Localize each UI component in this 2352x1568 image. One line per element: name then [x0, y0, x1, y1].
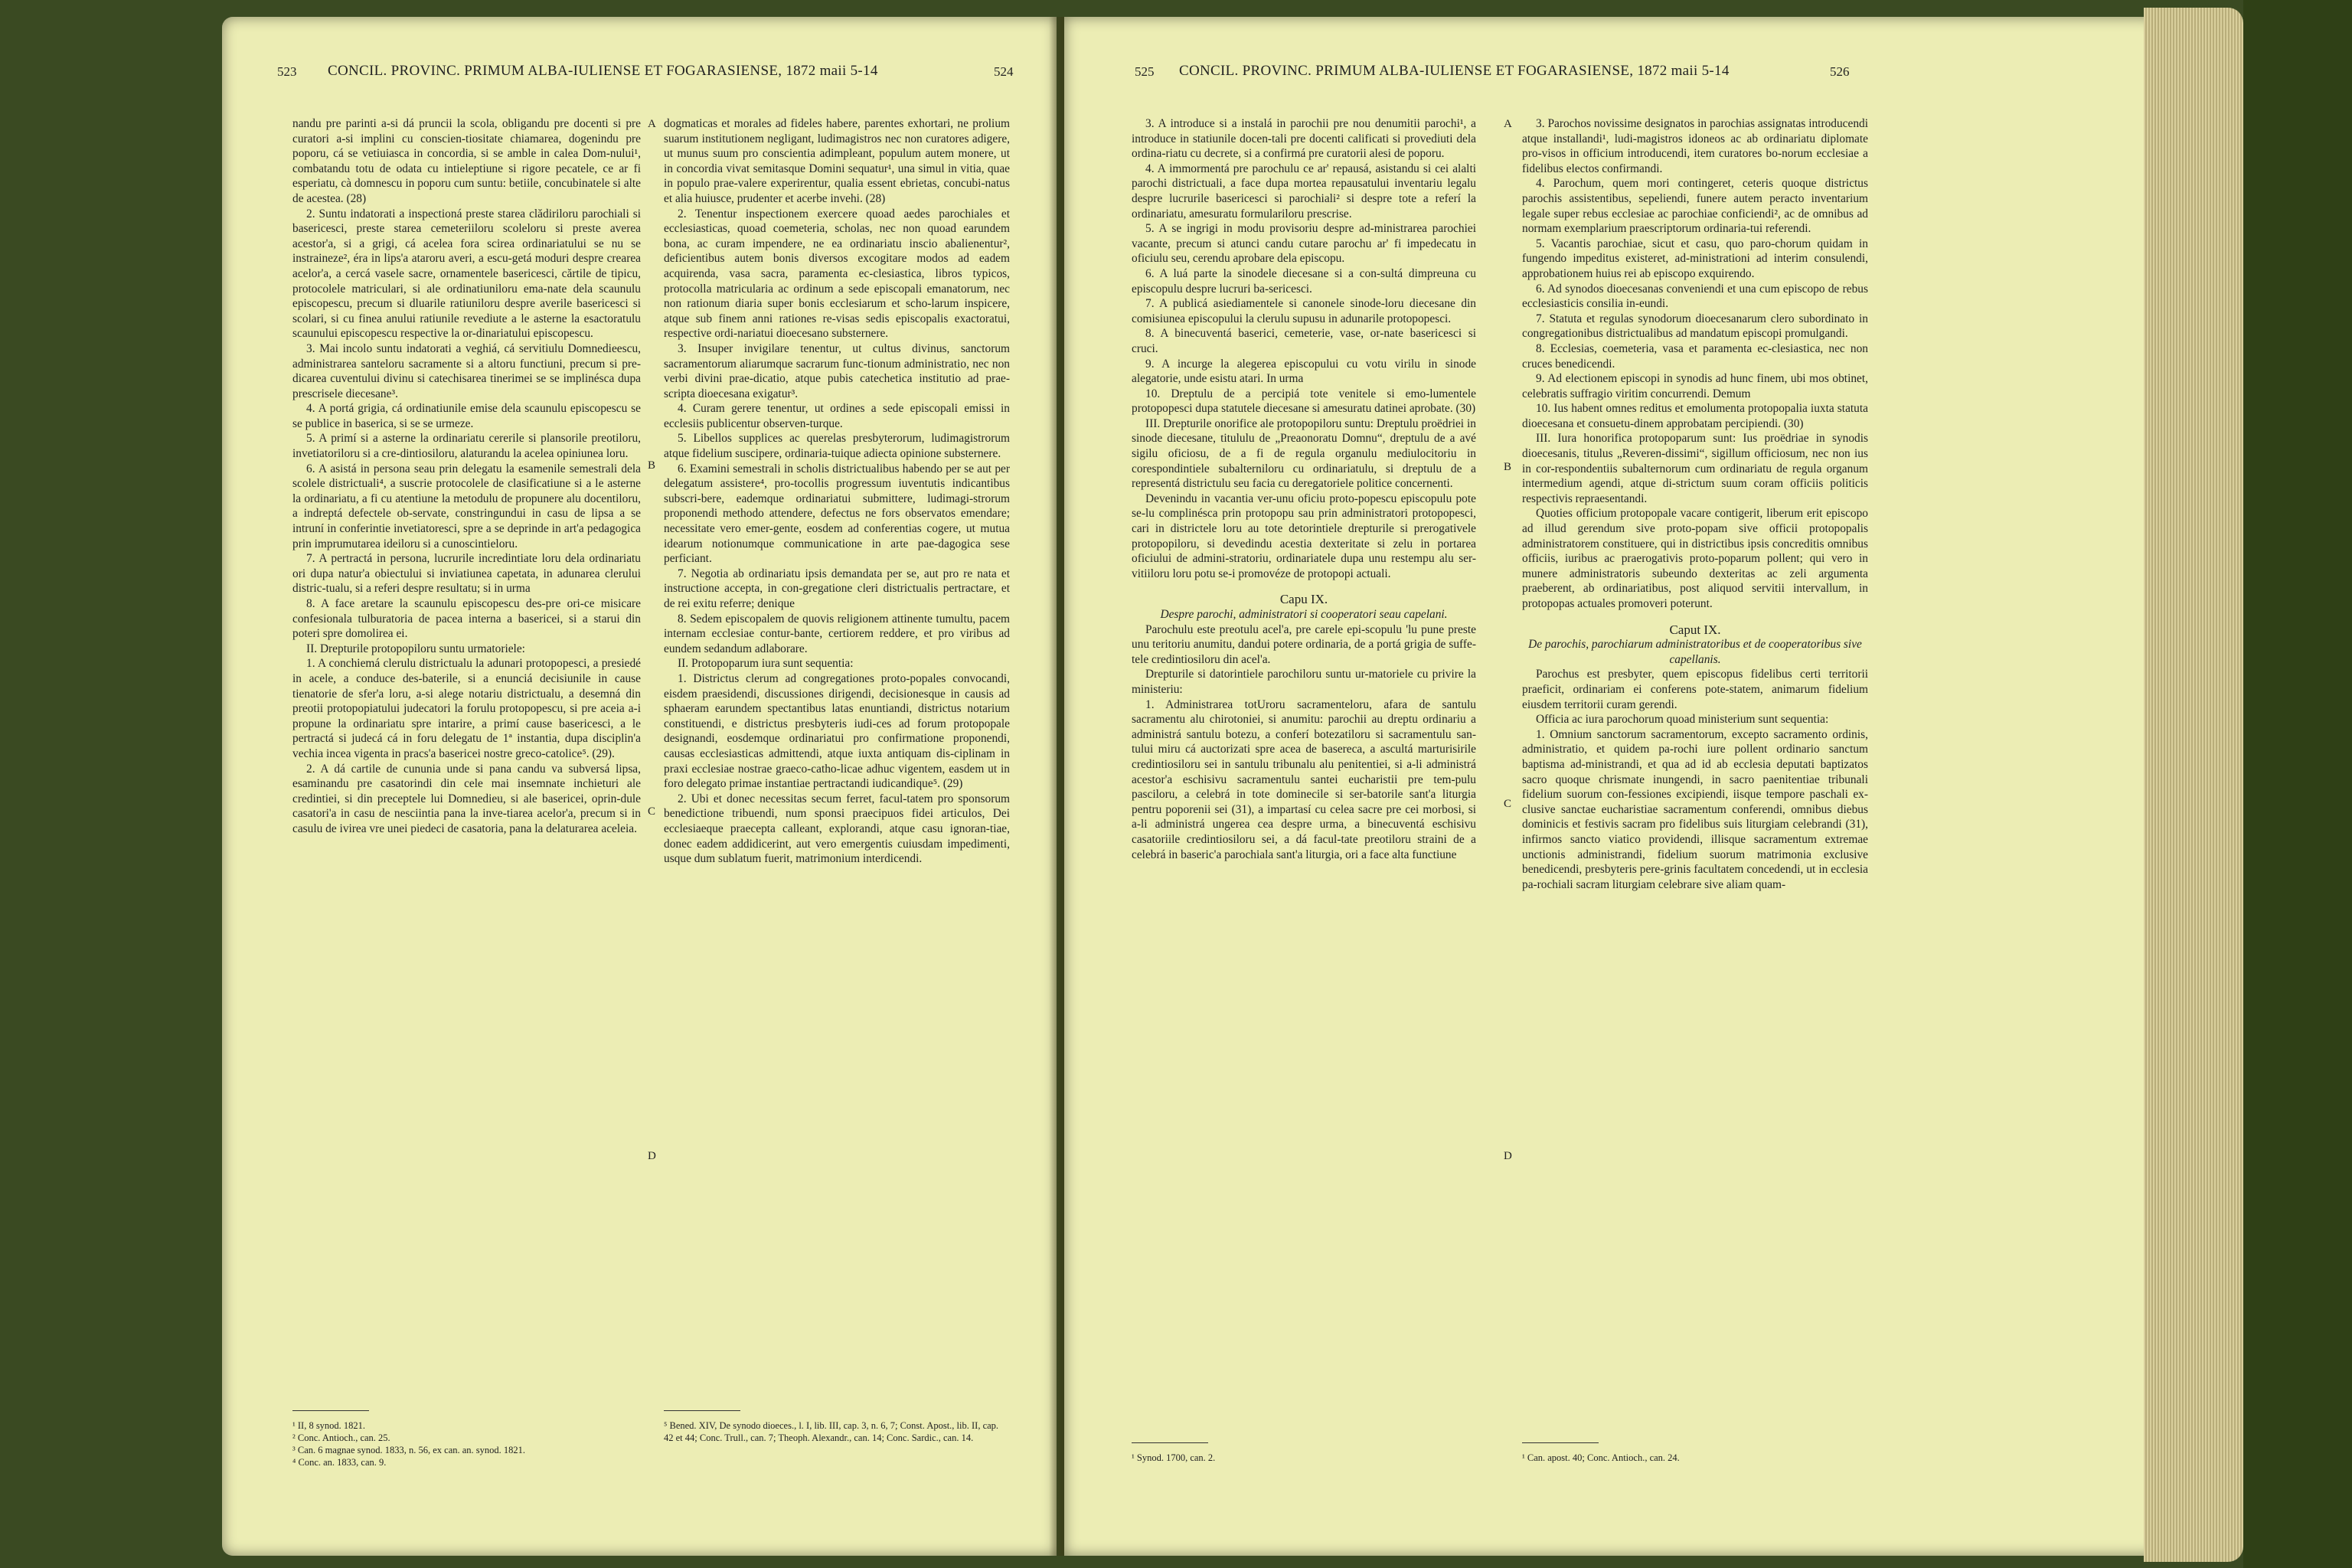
- paragraph: 4. Parochum, quem mori contingeret, ceteris quoque districtus parochis assistentibus, sepeliendi, funere autem peracto inventarium legale super rebus ecclesiae ac parochiae conficiendi², ac de omnibus ad normam exemplarium praescriptorum ordinaria-tui referendi.: [1522, 177, 1868, 236]
- footnotes: [1132, 1452, 1476, 1464]
- paragraph: 1. Districtus clerum ad congregationes proto-popales convocandi, eisdem praesidendi, discussiones dirigendi, decisionesque in causis ad sphaeram earundem spectantibus latas enuntiandi, districtus notarium constituendi, e districtus presbyteris iudi-ces ad forum protopopale designandi, eosdemque ordinariatui pro confirmatione proponendi, causas ecclesiasticas admittendi, atque iuxta antiquam dis-ciplinam in praxi ecclesiae nostrae graeco-catho-licae adhuc vigentem, easdem ut in foro delegato primae instantiae pertractandi iudicandique⁵. (29): [664, 671, 1010, 791]
- footnote: ¹ II, 8 synod. 1821.: [292, 1420, 366, 1431]
- romanian-column: [292, 116, 641, 837]
- paragraph: 8. A face aretare la scaunulu episcopescu des-pre ori-ce misicare confesionala tulburatoria de pacea interna a basericei, si a starui din poteri spre domolirea ei.: [292, 597, 641, 641]
- section-marker: C: [648, 805, 656, 818]
- paragraph: 7. A pertractá in persona, lucrurile incredintiate loru dela ordinariatu ori dupa natur'a obiectului si inviatiunea capetata, in adunarea clerului distric-tualu, si a referi despre resultatu; si in urma: [292, 552, 641, 596]
- page-number: 524: [994, 64, 1014, 79]
- paragraph: 5. A primí si a asterne la ordinariatu cererile si plansorile preotiloru, invetiatoriloru si a cre-dintiosiloru, alaturandu la acelea opiniunea loru.: [292, 432, 641, 461]
- section-marker: B: [648, 459, 656, 472]
- paragraph: 3. A introduce si a instalá in parochii pre nou denumitii parochi¹, a introduce in statiunile docen-tali pre docenti calificati si provediuti dela ordina-riatu cu decrete, si a confirmá pre curatorii alesi de poporu.: [1132, 117, 1476, 161]
- paragraph: Drepturile si datorintiele parochiloru suntu ur-matoriele cu privire la ministeriu:: [1132, 668, 1476, 696]
- paragraph: Devenindu in vacantia ver-unu oficiu proto-popescu episcopulu pote se-lu complinésca prin protopopu sau prin administratori protopopesci, cari in districtele loru au tote detorintiele drepturile si prerogativele protopopiloru, si devedindu acestia dexteritate si zelu in portarea oficiului de admini-stratoriu, ordinariatele dupa unu restempu alu ser-vitiiloru loru potu se-i promovéze de protopopi actuali.: [1132, 492, 1476, 580]
- paragraph: Parochulu este preotulu acel'a, pre carele epi-scopulu 'lu pune preste unu teritoriu anumitu, dandui potere ordinaria, de a portá grigia de suffe-tele credintiosiloru din acel'a.: [1132, 622, 1476, 666]
- paragraph: 4. A portá grigia, cá ordinatiunile emise dela scaunulu episcopescu se se publice in baserica, si se se urmeze.: [292, 402, 641, 430]
- paragraph: 4. Curam gerere tenentur, ut ordines a sede episcopali emissi in ecclesiis publicentur observen-turque.: [664, 402, 1010, 430]
- footnote-rule: [664, 1410, 740, 1411]
- paragraph: 7. Negotia ab ordinariatu ipsis demandata per se, aut pro re nata et instructione accepta, in con-gregatione cleri districtualis pertractare, et de rei exitu referre; denique: [664, 567, 1010, 610]
- paragraph: Parochus est presbyter, quem episcopus fidelibus certi territorii praeficit, ordinariam ei conferens pote-statem, animarum fidelium eiusdem territorii curam gerendi.: [1522, 668, 1868, 711]
- section-marker: B: [1504, 461, 1512, 473]
- romanian-column: [1132, 116, 1476, 862]
- paragraph: 2. Suntu indatorati a inspectioná preste starea clădiriloru parochiali si basericesci, preste starea cemeteriiloru scoleloru si preste averea acestor'a, si a grigi, cá acelea fora scirea ordinariatului se nu se instraineze², éra in lips'a ataroru averi, a escu-getá moduri despre crearea acelor'a, a cercá vasele sacre, ornamentele basericesci, cărtile de tipicu, protocolele matriculari, si ale ordinatiuniloru ema-nate dela scaunulu episcopescu, precum si dluarile ratiuniloru despre averile basericesci si scolari, si cu finea anului ratiunile revediute a le asterne la esactoratulu scaunului episcopescu respective la or-dinariatului episcopescu.: [292, 207, 641, 341]
- page-number: 523: [277, 64, 297, 79]
- paragraph: 3. Parochos novissime designatos in parochias assignatas introducendi atque installandi¹, ludi-magistros idoneos ac ab ordinariatu diplomate pro-visos in officium introducendi, item curatores bo-norum ecclesiae a fidelibus electos confirmandi.: [1522, 117, 1868, 175]
- paragraph: 7. A publicá asiediamentele si canonele sinode-loru diecesane din comisiunea episcopului la clerulu supusu in adunarile protopopesci.: [1132, 297, 1476, 325]
- paragraph: 8. Ecclesias, coemeteria, vasa et paramenta ec-clesiastica, nec non cruces benedicendi.: [1522, 341, 1868, 371]
- paragraph: 6. Ad synodos dioecesanas conveniendi et una cum episcopo de rebus ecclesiasticis consilia in-eundi.: [1522, 282, 1868, 311]
- paragraph: II. Protopoparum iura sunt sequentia:: [678, 657, 854, 671]
- footnote: ⁵ Bened. XIV, De synodo dioeces., l. I, lib. III, cap. 3, n. 6, 7; Const. Apost., lib. II, cap. 42 et 44; Conc. Trull., can. 7; Theoph. Alexandr., can. 14; Conc. Sardic., can. 14.: [664, 1420, 1001, 1443]
- chapter-subtitle: De parochis, parochiarum administratoribus et de cooperatoribus sive capellanis.: [1528, 638, 1862, 666]
- paragraph: 2. A dá cartile de cununia unde si pana candu va subversá lipsa, esaminandu pre casatorindi din cele mai insemnate inchieturi ale credintiei, si din preceptele lui Domnedieu, si ale basericei, oprin-dule casatori'a in casu de nesciintia pana la inve-tiarea acelor'a, precum si in casulu de ivirea vre unei piedeci de casatoria, pana la delaturarea aceleia.: [292, 762, 641, 835]
- latin-column: [664, 116, 1010, 867]
- paragraph: Quoties officium protopopale vacare contigerit, liberum erit episcopo ad illud gerendum sive proto-popam sive officii protopopalis administratorem constituere, qui in districtibus ipsis concreditis omnibus officiis, iuribus ac praerogativis proto-poparum pollent; qui vero in munere administratoris subeundo dexteritas ac zeli argumenta praeberent, ab ordinariatibus, post aliquod servitii intervallum, in protopopas actuales promoveri poterunt.: [1522, 507, 1868, 610]
- footnotes: [292, 1419, 641, 1468]
- section-marker: D: [648, 1150, 656, 1162]
- paragraph: 6. Examini semestrali in scholis districtualibus habendo per se aut per delegatum assistere⁴, pro-tocollis progressum iuventutis indicantibus subscri-bere, eademque ordinariatui submittere, ludimagi-strorum proponendi methodo attendere, defectus ne fors observatos emendare; necessitate vero emer-gente, eosdem ad conferentias cogere, ut mutua idearum notionumque communicatione in arte pae-dagogica sese perficiant.: [664, 462, 1010, 566]
- chapter-heading: Caput IX.: [1669, 622, 1721, 637]
- paragraph: Officia ac iura parochorum quoad ministerium sunt sequentia:: [1536, 713, 1829, 727]
- chapter-heading: Capu IX.: [1279, 592, 1328, 607]
- footnote: ² Conc. Antioch., can. 25.: [292, 1432, 390, 1443]
- paragraph: 2. Tenentur inspectionem exercere quoad aedes parochiales et ecclesiasticas, quoad coemeteria, scholas, nec non quoad earundem bona, ac curam impendere, ne ea ordinariatu inscio abalienentur², deficientibus autem bonis diversos excogitare modos ad eadem acquirenda, vasa sacra, paramenta ec-clesiastica, libros typicos, protocolla matricularia ac ordinum a sede episcopali emanatorum, nec non rationum diaria super bonis ecclesiarum et scho-larum inspicere, atque sub finem anni rationes re-visas sedis episcopalis exactoratui, respective ordi-nariatui dioecesano substernere.: [664, 207, 1010, 341]
- paragraph: 6. A asistá in persona seau prin delegatu la esamenile semestrali dela scolele districtuali⁴, a suscrie protocolele de clasificatiune si a le asterne la ordinariatu, a fi cu atentiune la metodulu de propunere alu docentiloru, a indreptá defectele ob-servate, constringundui in casu de lipsa a se intruní in conferintie invetiatoresci, spre a se deprinde in art'a pedagogica prin imprumutarea ideiloru si a cunoscintieloru.: [292, 462, 641, 550]
- page-number: 526: [1830, 64, 1850, 79]
- footnote: ³ Can. 6 magnae synod. 1833, n. 56, ex can. an. synod. 1821.: [292, 1445, 526, 1455]
- left-page: [222, 17, 1057, 1556]
- footnote: ¹ Synod. 1700, can. 2.: [1132, 1452, 1216, 1463]
- chapter-subtitle: Despre parochi, administratori si cooperatori seau capelani.: [1160, 608, 1448, 621]
- paragraph: nandu pre parinti a-si dá pruncii la scola, obligandu pre docenti si pre curatori a-si implini cu conscien-tiositate chiamarea, dogenindu pre poporu, cá se vetiuiasca in concordia, si se amble in calea Dom-nului¹, combatandu totu de odata cu intieleptiune si rigore pecatele, ce ar fi esperiatu, cà domnescu in poporu cum suntu: betiile, concubinatele si alte de acestea. (28): [292, 117, 641, 205]
- paragraph: 7. Statuta et regulas synodorum dioecesanarum clero subordinato in congregationibus districtualibus ad mandatum episcopi promulgandi.: [1522, 312, 1868, 341]
- section-marker: A: [648, 118, 656, 130]
- paragraph: 9. Ad electionem episcopi in synodis ad hunc finem, ubi mos obtinet, celebratis suffragio viritim concurrendi. Demum: [1522, 372, 1868, 400]
- paragraph: 8. Sedem episcopalem de quovis religionem attinente tumultu, pacem internam ecclesiae contur-bante, certiorem reddere, et pro viribus ad eundem sedandum adlaborare.: [664, 612, 1010, 655]
- right-page: [1064, 17, 2159, 1556]
- running-head: CONCIL. PROVINC. PRIMUM ALBA-IULIENSE ET FOGARASIENSE, 1872 maii 5-14: [328, 63, 878, 79]
- book-cover: [2243, 0, 2352, 1568]
- footnotes: [1522, 1452, 1868, 1464]
- paragraph: 4. A immormentá pre parochulu ce ar' repausá, asistandu si cei alalti parochi districtuali, a face dupa mortea repausatului inventariu legalu despre lucrurile basericesci si parochiali² si despre tote a referí la ordinariatu, amesuratu formulariloru prescrise.: [1132, 162, 1476, 220]
- paragraph: III. Iura honorifica protopoparum sunt: Ius proëdriae in synodis dioecesanis, titulus „Reveren-dissimi“, sigillum officiosum, nec non ius in cor-respondentiis subalternorum cum ordinariatu de regula organum intermedium agendi, atque di-strictum suum coram officiis politicis respectivis repraesentandi.: [1522, 432, 1868, 505]
- paragraph: 10. Ius habent omnes reditus et emolumenta protopopalia iuxta statuta dioecesana et consuetu-dinem approbatam percipiendi. (30): [1522, 402, 1868, 430]
- paragraph: 9. A incurge la alegerea episcopului cu votu virilu in sinode alegatorie, unde esistu atari. In urma: [1132, 357, 1476, 386]
- page-edges: [2144, 8, 2243, 1562]
- paragraph: 3. Mai incolo suntu indatorati a veghiá, cá servitiulu Domnedieescu, administrarea santeloru sacramente si a altoru functiuni, precum si pre-dicarea cuventului divinu si catechisarea tinerimei se se implinésca dupa prescrisele diecesane³.: [292, 341, 641, 400]
- paragraph: 5. A se ingrigi in modu provisoriu despre ad-ministrarea parochiei vacante, precum si atunci candu cutare parochu ar' fi impedecatu in oficiulu seu, cerendu aprobare dela episcopu.: [1132, 222, 1476, 266]
- paragraph: 1. Administrarea totUroru sacramenteloru, afara de santulu sacramentu alu chirotoniei, si anumitu: parochii au dreptu ordinariu a administrá santulu botezu, a conferí botezatiloru si sacramentulu san-tului miru cá auctorizati spre acea de basereca, a ascultá marturisirile credintiosiloru sei in santulu tribunalu alu penitentiei, si a-li administrá acestor'a eschisivu sacramentulu santei eucharistii pre tem-pulu pasciloru, a celebrá in tote dominecile si ser-batorile sant'a liturgia pentru poporenii sei (31), a impartasí cu celea sacre pre cei morbosi, si a-li administrá ungerea cea despre urma, a binecuventá eschisivu casatoriile credintiosiloru sei, a dá facul-tate preotiloru straini de a celebrá in baseric'a parochiala sant'a liturgia, ori a face alta functiune: [1132, 697, 1476, 861]
- running-head: CONCIL. PROVINC. PRIMUM ALBA-IULIENSE ET FOGARASIENSE, 1872 maii 5-14: [1179, 63, 1730, 79]
- paragraph: 6. A luá parte la sinodele diecesane si a con-sultá dimpreuna cu episcopulu despre lucruri ba-sericesci.: [1132, 266, 1476, 296]
- latin-column: [1522, 116, 1868, 892]
- paragraph: 5. Libellos supplices ac querelas presbyterorum, ludimagistrorum atque fidelium suscipere, ordinaria-tuique adiecta opinione substernere.: [664, 432, 1010, 461]
- paragraph: II. Drepturile protopopiloru suntu urmatoriele:: [306, 642, 525, 655]
- section-marker: C: [1504, 798, 1512, 810]
- section-marker: D: [1504, 1150, 1512, 1162]
- paragraph: dogmaticas et morales ad fideles habere, parentes exhortari, ne prolium suarum institutionem negligant, ludimagistros nec non curatores adigere, ut munus suum pro conscientia adimpleant, populum autem monere, ut in concordia vivat semitasque Domini sequatur¹, una simul in vitia, quae in populo prae-valere experirentur, qualia essent ebrietas, concubi-natus et alia huiusce, prudenter et acerbe invehi. (28): [664, 117, 1010, 205]
- paragraph: 10. Dreptulu de a percipiá tote venitele si emo-lumentele protopopesci dupa statutele diecesane si amesuratu datinei aprobate. (30): [1132, 387, 1476, 416]
- paragraph: 5. Vacantis parochiae, sicut et casu, quo paro-chorum quidam in fungendo impeditus existeret, ad-ministrationi ad interim consulendi, approbationem huius rei ab episcopo exquirendo.: [1522, 237, 1868, 280]
- paragraph: 2. Ubi et donec necessitas secum ferret, facul-tatem pro sponsorum benedictione tribuendi, num sponsi praecipuos fidei articulos, Dei ecclesiaeque praecepta calleant, explorandi, atque casu ignoran-tiae, donec eadem addidicerint, aut vero emergentis cuiusdam impedimenti, usque dum sublatum fuerit, matrimonium interdicendi.: [664, 792, 1010, 866]
- paragraph: 3. Insuper invigilare tenentur, ut cultus divinus, sanctorum sacramentorum aliarumque sacrarum func-tionum administratio, nec non verbi divini prae-dicatio, atque pubis catechetica institutio ad prae-scripta dioecesana exigatur³.: [664, 341, 1010, 400]
- paragraph: 1. A conchiemá clerulu districtualu la adunari protopopesci, a presiedé in acele, a conduce des-baterile, si a enunciá decisiunile in cause tienatorie de sfer'a loru, a-si alege notariu districtualu, a desemná din preotii protopopiatului judecatori la forulu protopopescu, si pre aceia a-i propune la ordinariatu spre intarire, a primí cause basericesci, a le pertractá si judecá cá in foru delegatu de 1ª instantia, dupa disciplin'a vechia incea vigenta in pracs'a basericei nostre greco-catolice⁵. (29).: [292, 657, 641, 760]
- footnote-rule: [1132, 1442, 1208, 1443]
- footnotes: [664, 1419, 1010, 1444]
- footnote-rule: [1522, 1442, 1599, 1443]
- footnote: ⁴ Conc. an. 1833, can. 9.: [292, 1457, 387, 1468]
- footnote-rule: [292, 1410, 369, 1411]
- paragraph: III. Drepturile onorifice ale protopopiloru suntu: Dreptulu proëdriei in sinode diecesane, titululu de „Preaonoratu Domnu“, dreptulu de a avé sigilu oficiosu, de a fi de regula organulu mediulocitoriu in corespondintiele subalterniloru cu ordinariatulu, si dreptulu de a representá districtulu seu facia cu deregatoriele politice concernenti.: [1132, 416, 1476, 491]
- section-marker: A: [1504, 118, 1512, 130]
- footnote: ¹ Can. apost. 40; Conc. Antioch., can. 24.: [1522, 1452, 1680, 1463]
- paragraph: 1. Omnium sanctorum sacramentorum, excepto sacramento ordinis, administratio, et quidem pa-rochi iure pollent ordinario sanctum baptisma ad-ministrandi, et qua ad id ab ecclesia deputati baptizatos sacro quoque chrismate inungendi, in sacro paenitentiae tribunali fidelium suorum con-fessiones excipiendi, iisque tempore paschali ex-clusive sanctae eucharistiae sacramentum conferendi, omnibus diebus dominicis et festivis sacram pro fidelibus suis liturgiam celebrandi (31), infirmos sancto viatico providendi, illisque sacramentum extremae unctionis administrandi, fidelium suorum matrimonia exclusive benedicendi, presbyteris pere-grinis facultatem concedendi, ut in ecclesia pa-rochiali sacram liturgiam celebrare sive aliam quam-: [1522, 727, 1868, 891]
- paragraph: 8. A binecuventá baserici, cemeterie, vase, or-nate basericesci si cruci.: [1132, 327, 1476, 355]
- page-number: 525: [1135, 64, 1155, 79]
